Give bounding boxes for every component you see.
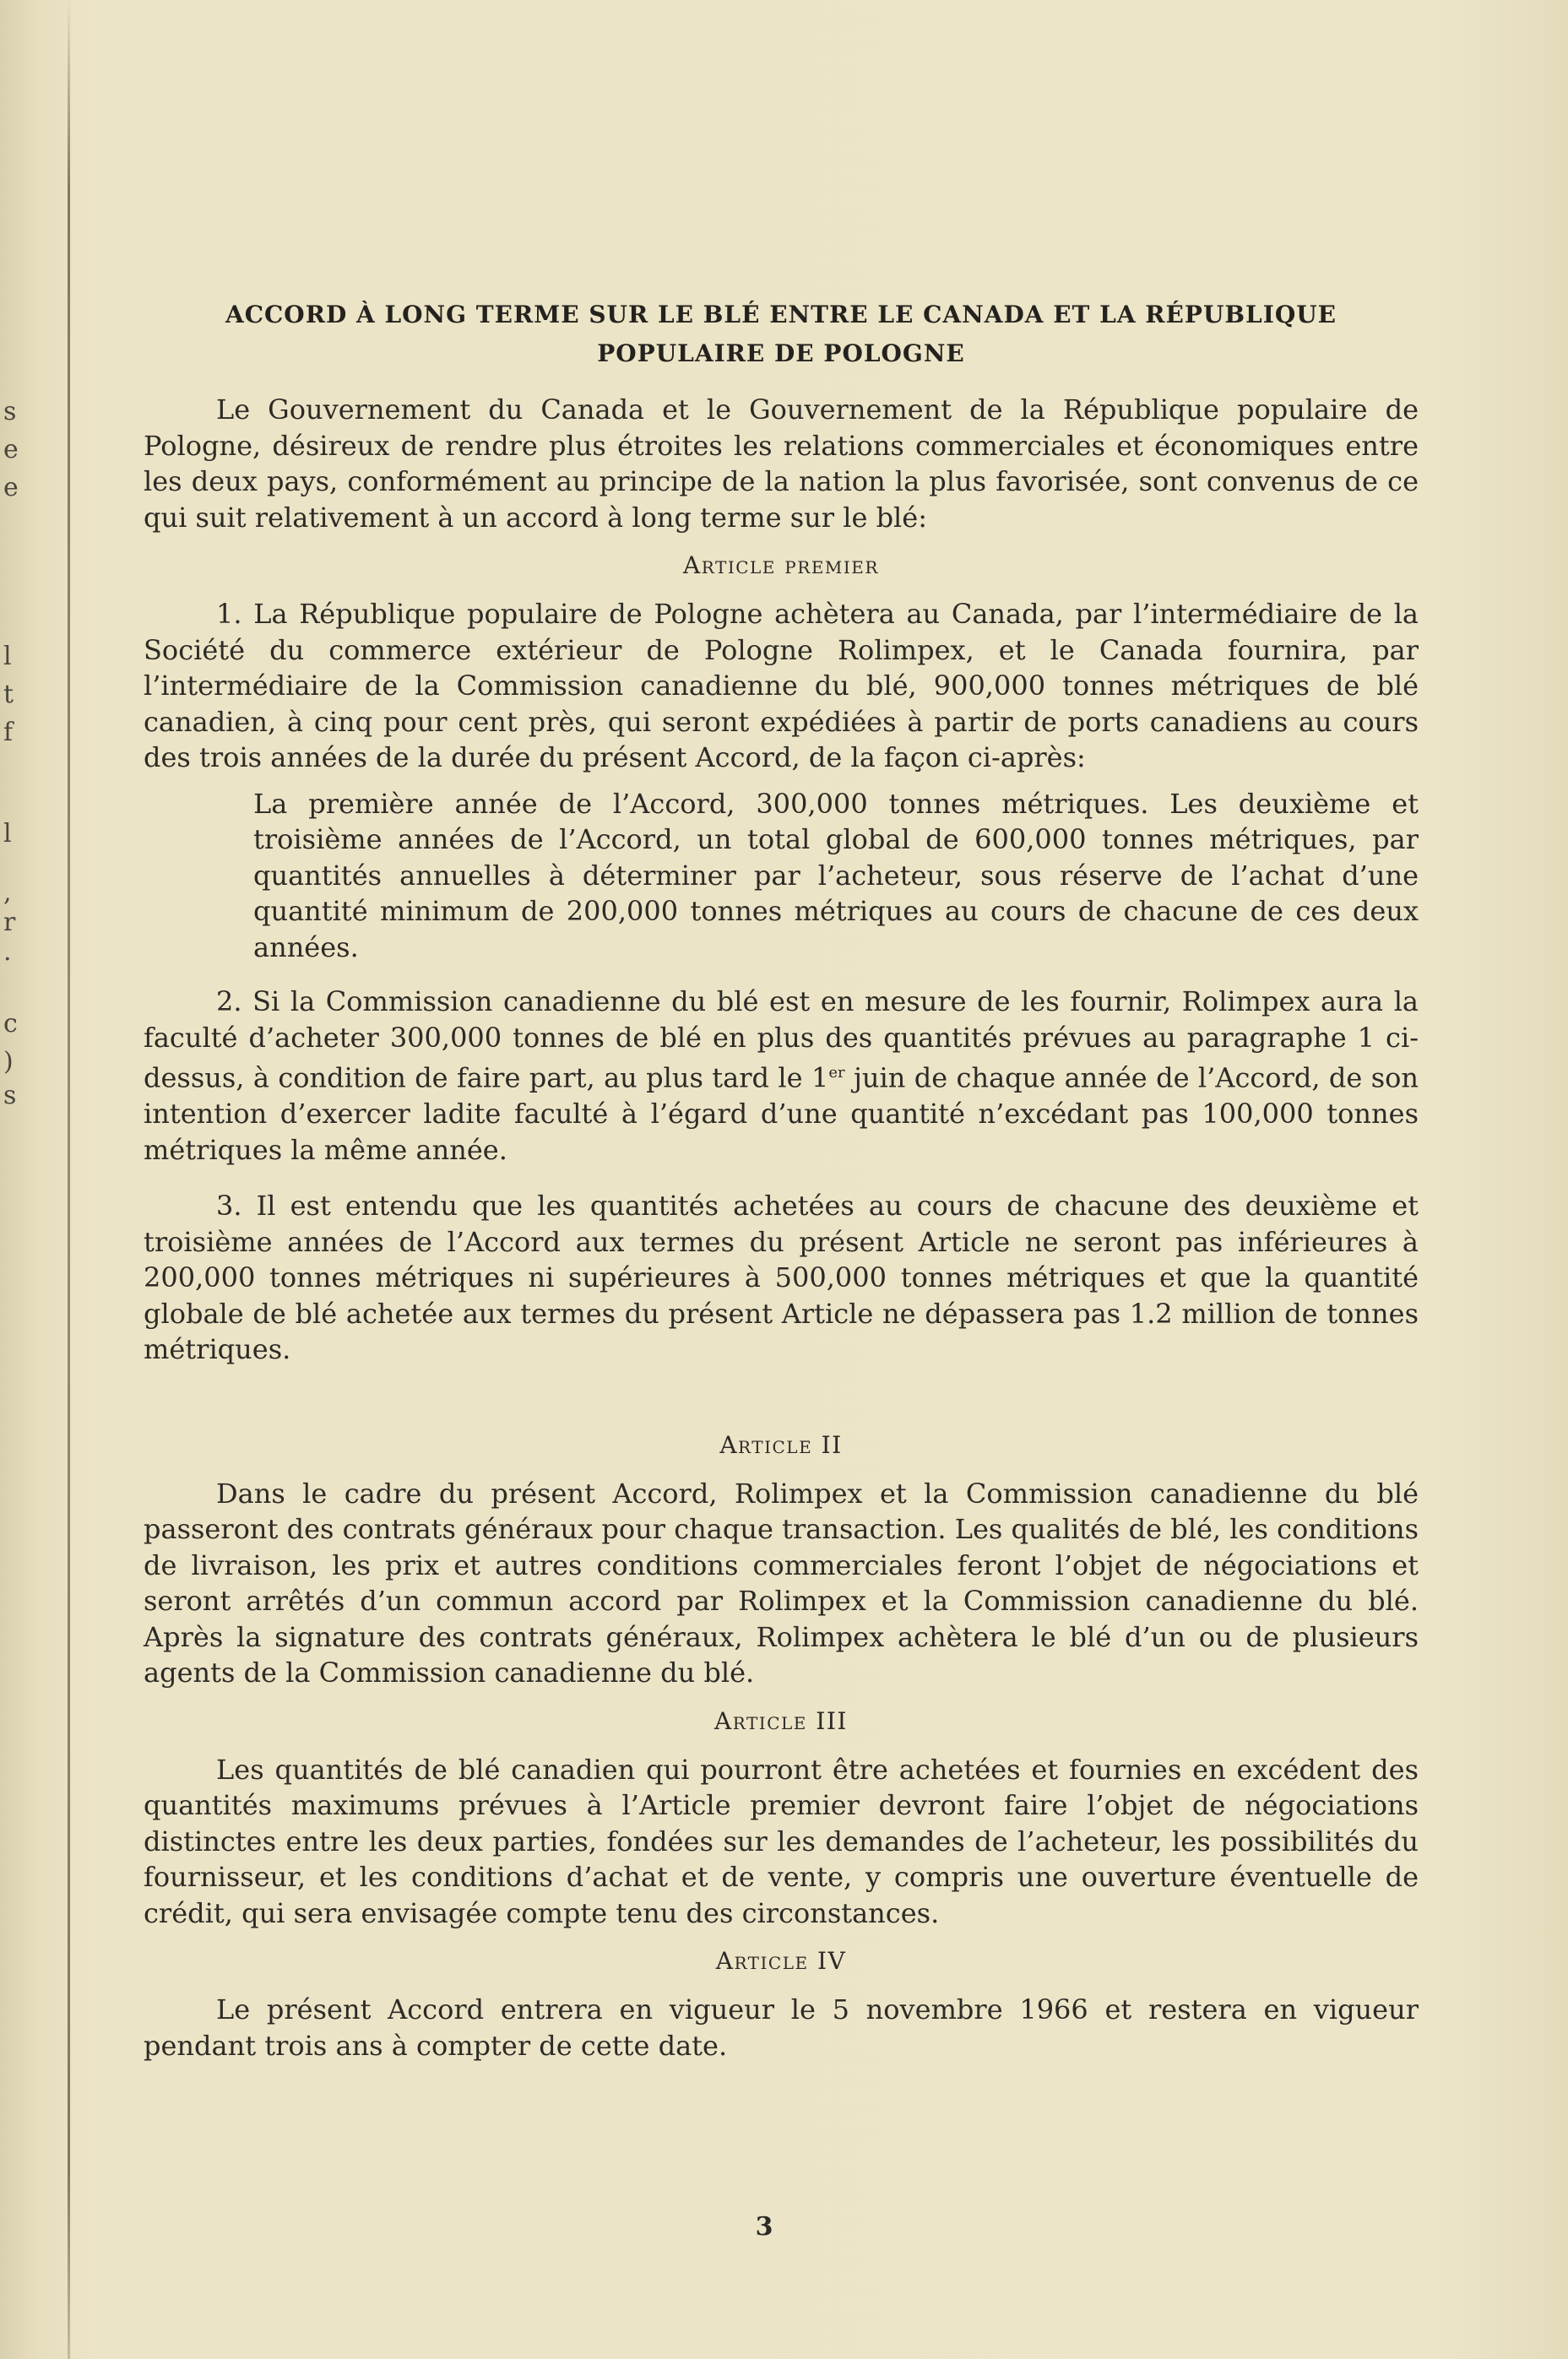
article-1-heading: Article premier [683, 551, 879, 579]
document-body [144, 296, 1419, 2063]
margin-fragment: r [3, 908, 16, 937]
article-3-paragraph: Les quantités de blé canadien qui pourront être achetées et fournies en excédent des quantités maximums prévues à l’Article premier devront faire l’objet de négociations distinctes entre les deux parties, fondées sur les demandes de l’acheteur, les possibilités du fournisseur, et les conditions d’achat et de vente, y compris une ouverture éventuelle de crédit, qui sera envisagée compte tenu des circonstances. [144, 1753, 1419, 1929]
article-3-heading: Article III [714, 1706, 848, 1735]
article-4-paragraph: Le présent Accord entrera en vigueur le 5 novembre 1966 et restera en vigueur pendant trois ans à compter de cette date. [144, 1993, 1419, 2062]
article-2-paragraph: Dans le cadre du présent Accord, Rolimpex et la Commission canadienne du blé passeront des contrats généraux pour chaque transaction. Les qualités de blé, les conditions de livraison, les prix et autres conditions commerciales feront l’objet de négociations et seront arrêtés d’un commun accord par Rolimpex et la Commission canadienne du blé. Après la signature des contrats généraux, Rolimpex achètera le blé d’un ou de plusieurs agents de la Commission canadienne du blé. [144, 1477, 1419, 1689]
article-1-paragraph-3: 3. Il est entendu que les quantités achetées au cours de chacune des deuxième et troisième années de l’Accord aux termes du présent Article ne seront pas inférieures à 200,000 tonnes métriques ni supérieures à 500,000 tonnes métriques et que la quantité globale de blé achetée aux termes du présent Article ne dépassera pas 1.2 million de tonnes métriques. [144, 1190, 1419, 1366]
document-title [144, 296, 1419, 373]
margin-fragment: . [3, 937, 12, 967]
margin-fragment: c [3, 1009, 18, 1039]
margin-fragment: e [3, 473, 19, 502]
margin-fragment: ) [3, 1047, 14, 1076]
binding-gutter-line [68, 0, 70, 2359]
article-1-paragraph-2-text: 2. Si la Commission canadienne du blé est en mesure de les fournir, Rolimpex aura la faculté d’acheter 300,000 tonnes de blé en plus des quantités prévues au paragraphe 1 ci-dessus, à condition de faire part, au plus tard le 1 [144, 985, 1419, 1094]
title-line-2: POPULAIRE DE POLOGNE [597, 339, 965, 367]
article-2-heading: Article II [719, 1430, 843, 1459]
page-number: 3 [755, 2212, 773, 2242]
margin-fragment: e [3, 435, 19, 464]
margin-fragment: l [3, 819, 12, 849]
margin-fragment: , [3, 878, 12, 908]
ordinal-superscript: er [828, 1064, 845, 1082]
article-1-paragraph-2 [144, 984, 1419, 1168]
article-1-quoted-schedule: La première année de l’Accord, 300,000 tonnes métriques. Les deuxième et troisième années de l’Accord, un total global de 600,000 tonnes métriques, par quantités annuelles à déterminer par l’acheteur, sous réserve de l’achat d’une quantité minimum de 200,000 tonnes métriques au cours de chacune de ces deux années. [253, 787, 1419, 963]
margin-fragment: t [3, 680, 14, 709]
article-4-heading: Article IV [715, 1947, 847, 1976]
margin-fragment: s [3, 397, 17, 426]
margin-fragment: l [3, 642, 12, 671]
title-line-1: ACCORD À LONG TERME SUR LE BLÉ ENTRE LE CANADA ET LA RÉPUBLIQUE [225, 301, 1337, 328]
margin-fragment: f [3, 718, 14, 747]
article-1-paragraph-2-text-cont: juin de chaque année de l’Accord, de son intention d’exercer ladite faculté à l’égard d’une quantité n’excédant pas 100,000 tonnes métriques la même année. [144, 1061, 1419, 1166]
article-1-paragraph-1: 1. La République populaire de Pologne achètera au Canada, par l’intermédiaire de la Société du commerce extérieur de Pologne Rolimpex, et le Canada fournira, par l’intermédiaire de la Commission canadienne du blé, 900,000 tonnes métriques de blé canadien, à cinq pour cent près, qui seront expédiées à partir de ports canadiens au cours des trois années de la durée du présent Accord, de la façon ci-après: [144, 598, 1419, 773]
margin-fragment: s [3, 1081, 17, 1110]
adjacent-page-margin [0, 0, 34, 2359]
preamble-paragraph: Le Gouvernement du Canada et le Gouvernement de la République populaire de Pologne, désireux de rendre plus étroites les relations commerciales et économiques entre les deux pays, conformément au principe de la nation la plus favorisée, sont convenus de ce qui suit relativement à un accord à long terme sur le blé: [144, 393, 1419, 534]
